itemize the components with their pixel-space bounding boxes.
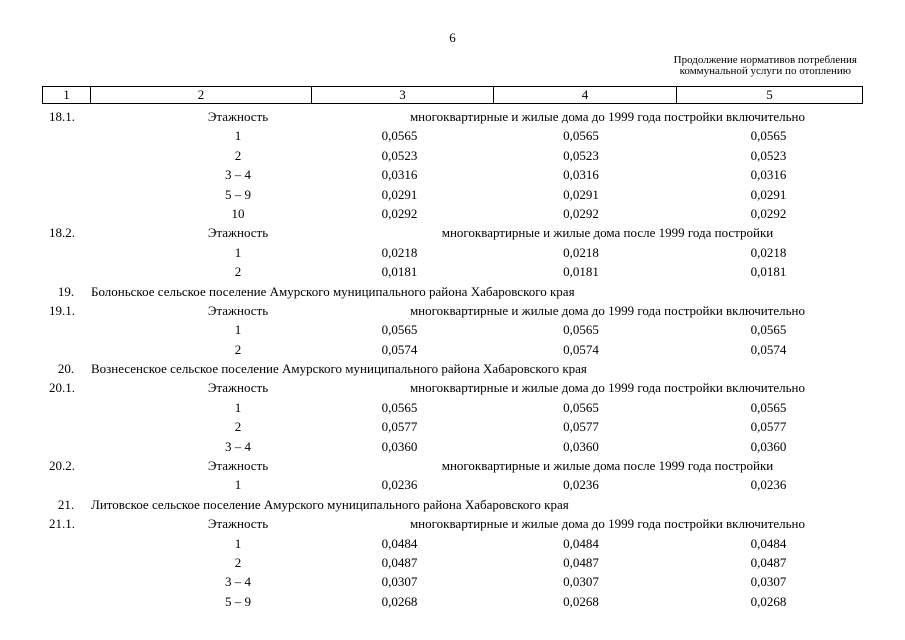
- subsection-row: [42, 107, 863, 126]
- building-category: многоквартирные и жилые дома до 1999 года постройки включительно: [409, 302, 806, 318]
- value-cell-4: 0,0574: [563, 341, 599, 357]
- value-cell-5: 0,0523: [750, 147, 787, 163]
- table-row: [42, 126, 863, 145]
- floor-count: 3 – 4: [225, 574, 251, 590]
- subsection-row: [42, 301, 863, 320]
- value-cell-3: 0,0292: [381, 205, 418, 221]
- column-header-2: 2: [90, 87, 311, 103]
- floor-count: 2: [234, 264, 242, 280]
- table-row: [42, 243, 863, 262]
- section-row: [42, 359, 863, 378]
- floors-label: Этажность: [207, 516, 269, 532]
- table-row: [42, 262, 863, 281]
- value-cell-3: 0,0487: [381, 554, 418, 570]
- value-cell-3: 0,0268: [381, 593, 418, 609]
- table-row: [42, 437, 863, 456]
- value-cell-5: 0,0565: [750, 322, 787, 338]
- floor-count: 10: [231, 205, 245, 221]
- value-cell-4: 0,0307: [563, 574, 599, 590]
- value-cell-3: 0,0218: [381, 244, 418, 260]
- building-category: многоквартирные и жилые дома до 1999 года постройки включительно: [409, 380, 806, 396]
- section-title: Литовское сельское поселение Амурского муниципального района Хабаровского края: [91, 496, 569, 512]
- subsection-row: [42, 514, 863, 533]
- table-row: [42, 340, 863, 359]
- value-cell-4: 0,0577: [563, 419, 599, 435]
- value-cell-3: 0,0360: [381, 438, 418, 454]
- column-header-5: 5: [676, 87, 862, 103]
- value-cell-4: 0,0292: [563, 205, 599, 221]
- value-cell-3: 0,0577: [381, 419, 418, 435]
- value-cell-3: 0,0307: [381, 574, 418, 590]
- subsection-row: [42, 456, 863, 475]
- table-row: [42, 204, 863, 223]
- caption-line-1: Продолжение нормативов потребления: [673, 54, 857, 66]
- value-cell-4: 0,0565: [563, 128, 599, 144]
- subsection-row: [42, 378, 863, 397]
- floor-count: 1: [234, 128, 242, 144]
- value-cell-5: 0,0360: [750, 438, 787, 454]
- subsection-row: [42, 223, 863, 242]
- subsection-number: 18.2.: [49, 225, 75, 241]
- value-cell-5: 0,0236: [750, 477, 787, 493]
- floors-label: Этажность: [207, 302, 269, 318]
- value-cell-5: 0,0181: [750, 264, 787, 280]
- value-cell-3: 0,0484: [381, 535, 418, 551]
- floor-count: 1: [234, 322, 242, 338]
- floors-label: Этажность: [207, 380, 269, 396]
- subsection-number: 20.2.: [49, 458, 75, 474]
- table-row: [42, 320, 863, 339]
- table-row: [42, 572, 863, 591]
- value-cell-4: 0,0484: [563, 535, 599, 551]
- column-header-1: 1: [63, 87, 70, 102]
- subsection-number: 21.1.: [49, 516, 75, 532]
- value-cell-5: 0,0316: [750, 167, 787, 183]
- subsection-number: 18.1.: [49, 109, 75, 124]
- floor-count: 1: [234, 477, 242, 493]
- table-header-row: [42, 86, 863, 104]
- value-cell-4: 0,0268: [563, 593, 599, 609]
- table-row: [42, 417, 863, 436]
- value-cell-5: 0,0292: [750, 205, 787, 221]
- section-title: Болоньское сельское поселение Амурского муниципального района Хабаровского края: [91, 283, 575, 299]
- value-cell-3: 0,0316: [381, 167, 418, 183]
- floor-count: 2: [234, 554, 242, 570]
- table-row: [42, 592, 863, 611]
- subsection-number: 20.1.: [49, 380, 75, 396]
- value-cell-3: 0,0574: [381, 341, 418, 357]
- floor-count: 1: [234, 535, 242, 551]
- floor-count: 1: [234, 399, 242, 415]
- building-category: многоквартирные и жилые дома до 1999 года постройки включительно: [409, 516, 806, 532]
- value-cell-4: 0,0523: [563, 147, 599, 163]
- page-number: 6: [449, 30, 456, 45]
- value-cell-3: 0,0236: [381, 477, 418, 493]
- value-cell-3: 0,0291: [381, 186, 418, 202]
- value-cell-4: 0,0565: [563, 399, 599, 415]
- value-cell-5: 0,0307: [750, 574, 787, 590]
- value-cell-5: 0,0218: [750, 244, 787, 260]
- table-body: [42, 107, 863, 611]
- value-cell-3: 0,0565: [381, 322, 418, 338]
- value-cell-5: 0,0291: [750, 186, 787, 202]
- value-cell-3: 0,0565: [381, 128, 418, 144]
- value-cell-3: 0,0181: [381, 264, 418, 280]
- floors-label: Этажность: [207, 225, 269, 241]
- value-cell-5: 0,0574: [750, 341, 787, 357]
- value-cell-3: 0,0565: [381, 399, 418, 415]
- value-cell-5: 0,0565: [750, 399, 787, 415]
- floor-count: 3 – 4: [225, 438, 251, 454]
- value-cell-5: 0,0577: [750, 419, 787, 435]
- floor-count: 5 – 9: [225, 186, 251, 202]
- floor-count: 5 – 9: [225, 593, 251, 609]
- section-row: [42, 282, 863, 301]
- value-cell-5: 0,0484: [750, 535, 787, 551]
- floor-count: 2: [234, 147, 242, 163]
- value-cell-4: 0,0181: [563, 264, 599, 280]
- floor-count: 2: [234, 419, 242, 435]
- value-cell-4: 0,0565: [563, 322, 599, 338]
- subsection-number: 19.1.: [49, 302, 75, 318]
- value-cell-4: 0,0218: [563, 244, 599, 260]
- value-cell-5: 0,0487: [750, 554, 787, 570]
- column-header-3: 3: [311, 87, 493, 103]
- value-cell-3: 0,0523: [381, 147, 418, 163]
- section-number: 20.: [57, 361, 75, 377]
- building-category: многоквартирные и жилые дома после 1999 года постройки: [441, 225, 774, 241]
- table-row: [42, 534, 863, 553]
- table-row: [42, 146, 863, 165]
- caption-line-2: коммунальной услуги по отоплению: [679, 65, 851, 77]
- table-row: [42, 398, 863, 417]
- table-row: [42, 553, 863, 572]
- building-category: многоквартирные и жилые дома до 1999 года постройки включительно: [409, 109, 806, 124]
- value-cell-4: 0,0316: [563, 167, 599, 183]
- table-row: [42, 185, 863, 204]
- column-header-4: 4: [493, 87, 676, 103]
- building-category: многоквартирные и жилые дома после 1999 года постройки: [441, 458, 774, 474]
- floors-label: Этажность: [207, 458, 269, 474]
- table-row: [42, 475, 863, 494]
- value-cell-5: 0,0565: [750, 128, 787, 144]
- value-cell-4: 0,0487: [563, 554, 599, 570]
- value-cell-4: 0,0360: [563, 438, 599, 454]
- table-caption: [674, 55, 857, 77]
- section-title: Вознесенское сельское поселение Амурского муниципального района Хабаровского края: [91, 361, 587, 377]
- value-cell-5: 0,0268: [750, 593, 787, 609]
- section-number: 21.: [57, 496, 75, 512]
- value-cell-4: 0,0236: [563, 477, 599, 493]
- floor-count: 1: [234, 244, 242, 260]
- table-row: [42, 165, 863, 184]
- floors-label: Этажность: [207, 109, 269, 124]
- floor-count: 2: [234, 341, 242, 357]
- floor-count: 3 – 4: [225, 167, 251, 183]
- section-number: 19.: [57, 283, 75, 299]
- value-cell-4: 0,0291: [563, 186, 599, 202]
- section-row: [42, 495, 863, 514]
